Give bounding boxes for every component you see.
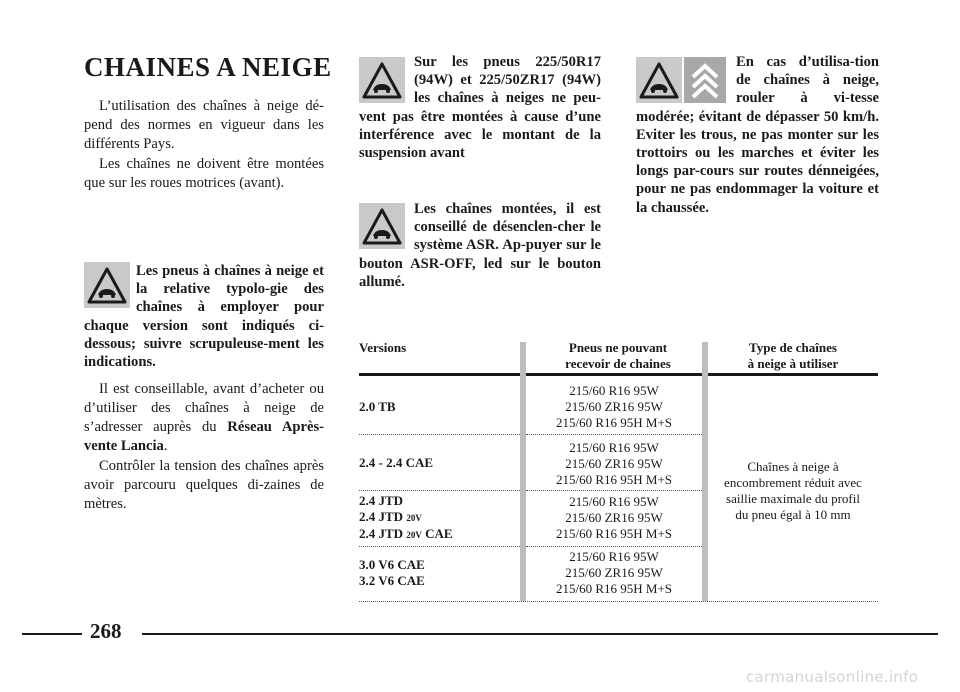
version-valves: 20V — [406, 530, 422, 540]
version-name: 2.4 JTD — [359, 509, 404, 524]
watermark: carmanualsonline.info — [746, 668, 919, 686]
speed-warning — [636, 53, 879, 217]
row-divider — [526, 434, 702, 435]
table-row-version — [359, 557, 425, 589]
page-number: 268 — [90, 619, 122, 643]
table-row-tyres — [526, 494, 702, 542]
row-divider — [359, 434, 520, 435]
page-title: CHAINES A NEIGE — [84, 52, 332, 82]
tyre-size: 215/60 R16 95H M+S — [555, 472, 673, 487]
asr-warning — [359, 200, 601, 291]
chain-type-cell — [708, 459, 878, 523]
tyre-size: 215/60 ZR16 95W — [565, 510, 663, 525]
table-row-tyres — [526, 549, 702, 597]
chains-header-line: Type de chaînes — [749, 340, 837, 355]
tyre-size: 215/60 R16 95W — [569, 494, 659, 509]
tyre-warning — [84, 262, 324, 371]
chain-type-line: du pneu égal à 10 mm — [735, 507, 851, 522]
table-row-tyres — [526, 440, 702, 488]
speed-warning-text: En cas d’utilisa-tion de chaînes à neige, rouler à vi-tesse modérée; évitant de dépasser 50 km/h. Eviter les trous, ne pas monter sur les trottoirs ou les marches et éviter les longs par-cours sur routes dénneigées, pour ne pas endommager la voiture et la chaussée. — [636, 54, 879, 216]
drive-wheels-paragraph: Les chaînes ne doivent être montées que sur les roues motrices (avant). — [84, 156, 324, 191]
tyres-header-line: recevoir de chaines — [565, 356, 671, 371]
table-row-tyres — [526, 383, 702, 431]
tyre-size: 215/60 R16 95W — [569, 440, 659, 455]
row-divider — [526, 546, 702, 547]
tyre-size: 215/60 ZR16 95W — [565, 456, 663, 471]
footer-rule-left — [22, 633, 82, 635]
tyre-size: 215/60 R16 95H M+S — [555, 526, 673, 541]
tyre-size: 215/60 R16 95H M+S — [555, 415, 673, 430]
version-suffix: CAE — [421, 526, 453, 541]
asr-warning-text: Les chaînes montées, il est conseillé de désenclen-cher le système ASR. Ap-puyer sur le bouton ASR-OFF, led sur le bouton allumé. — [359, 201, 601, 290]
version-name: 2.4 JTD — [359, 526, 404, 541]
dealer-text-end: . — [163, 438, 168, 454]
tyre-size: 215/60 ZR16 95W — [565, 399, 663, 414]
dealer-text: Il est conseillable, avant d’acheter ou d’utiliser des chaînes à neige de s’adresser auprès du — [84, 381, 324, 435]
table-header-chains — [708, 340, 878, 372]
version-name: 3.2 V6 CAE — [359, 573, 425, 588]
tyre-size: 215/60 ZR16 95W — [565, 565, 663, 580]
table-row-version: 2.0 TB — [359, 399, 396, 414]
row-divider — [359, 546, 520, 547]
row-divider — [359, 490, 520, 491]
tyre-warning-text: Les pneus à chaînes à neige et la relative typolo-gie des chaînes à employer pour chaque version sont indiqués ci-dessous; suivre scrupuleuse-ment les indications. — [84, 263, 324, 371]
tyre-size: 215/60 R16 95H M+S — [555, 581, 673, 596]
intro-paragraph: L’utilisation des chaînes à neige dé-pend des normes en vigueur dans les différents Pays. — [84, 98, 324, 152]
table-header-rule — [359, 373, 878, 376]
chain-type-line: Chaînes à neige à — [747, 459, 839, 474]
suspension-warning-text: Sur les pneus 225/50R17 (94W) et 225/50ZR17 (94W) les chaînes à neiges ne peu-vent pas être montées à cause d’une interférence avec le montant de la suspension avant — [359, 54, 601, 162]
suspension-warning — [359, 53, 601, 162]
chain-type-line: encombrement réduit avec — [724, 475, 862, 490]
table-bottom-rule — [359, 601, 878, 602]
table-header-tyres — [533, 340, 703, 372]
tension-paragraph: Contrôler la tension des chaînes après avoir parcouru quelques di-zaines de mètres. — [84, 458, 324, 512]
chain-type-line: saillie maximale du profil — [726, 491, 860, 506]
footer-rule-right — [142, 633, 938, 635]
row-divider — [526, 490, 702, 491]
table-header-versions: Versions — [359, 340, 407, 355]
version-name: 3.0 V6 CAE — [359, 557, 425, 572]
version-name: 2.4 JTD — [359, 493, 404, 508]
table-row-version: 2.4 - 2.4 CAE — [359, 455, 434, 470]
chains-header-line: à neige à utiliser — [747, 356, 839, 371]
tyre-size: 215/60 R16 95W — [569, 383, 659, 398]
table-row-version — [359, 493, 453, 543]
version-valves: 20V — [406, 513, 422, 523]
dealer-paragraph — [84, 380, 324, 456]
tyres-header-line: Pneus ne pouvant — [568, 340, 668, 355]
tyre-size: 215/60 R16 95W — [569, 549, 659, 564]
dealer-network: Réseau Après-vente Lancia — [84, 419, 324, 454]
